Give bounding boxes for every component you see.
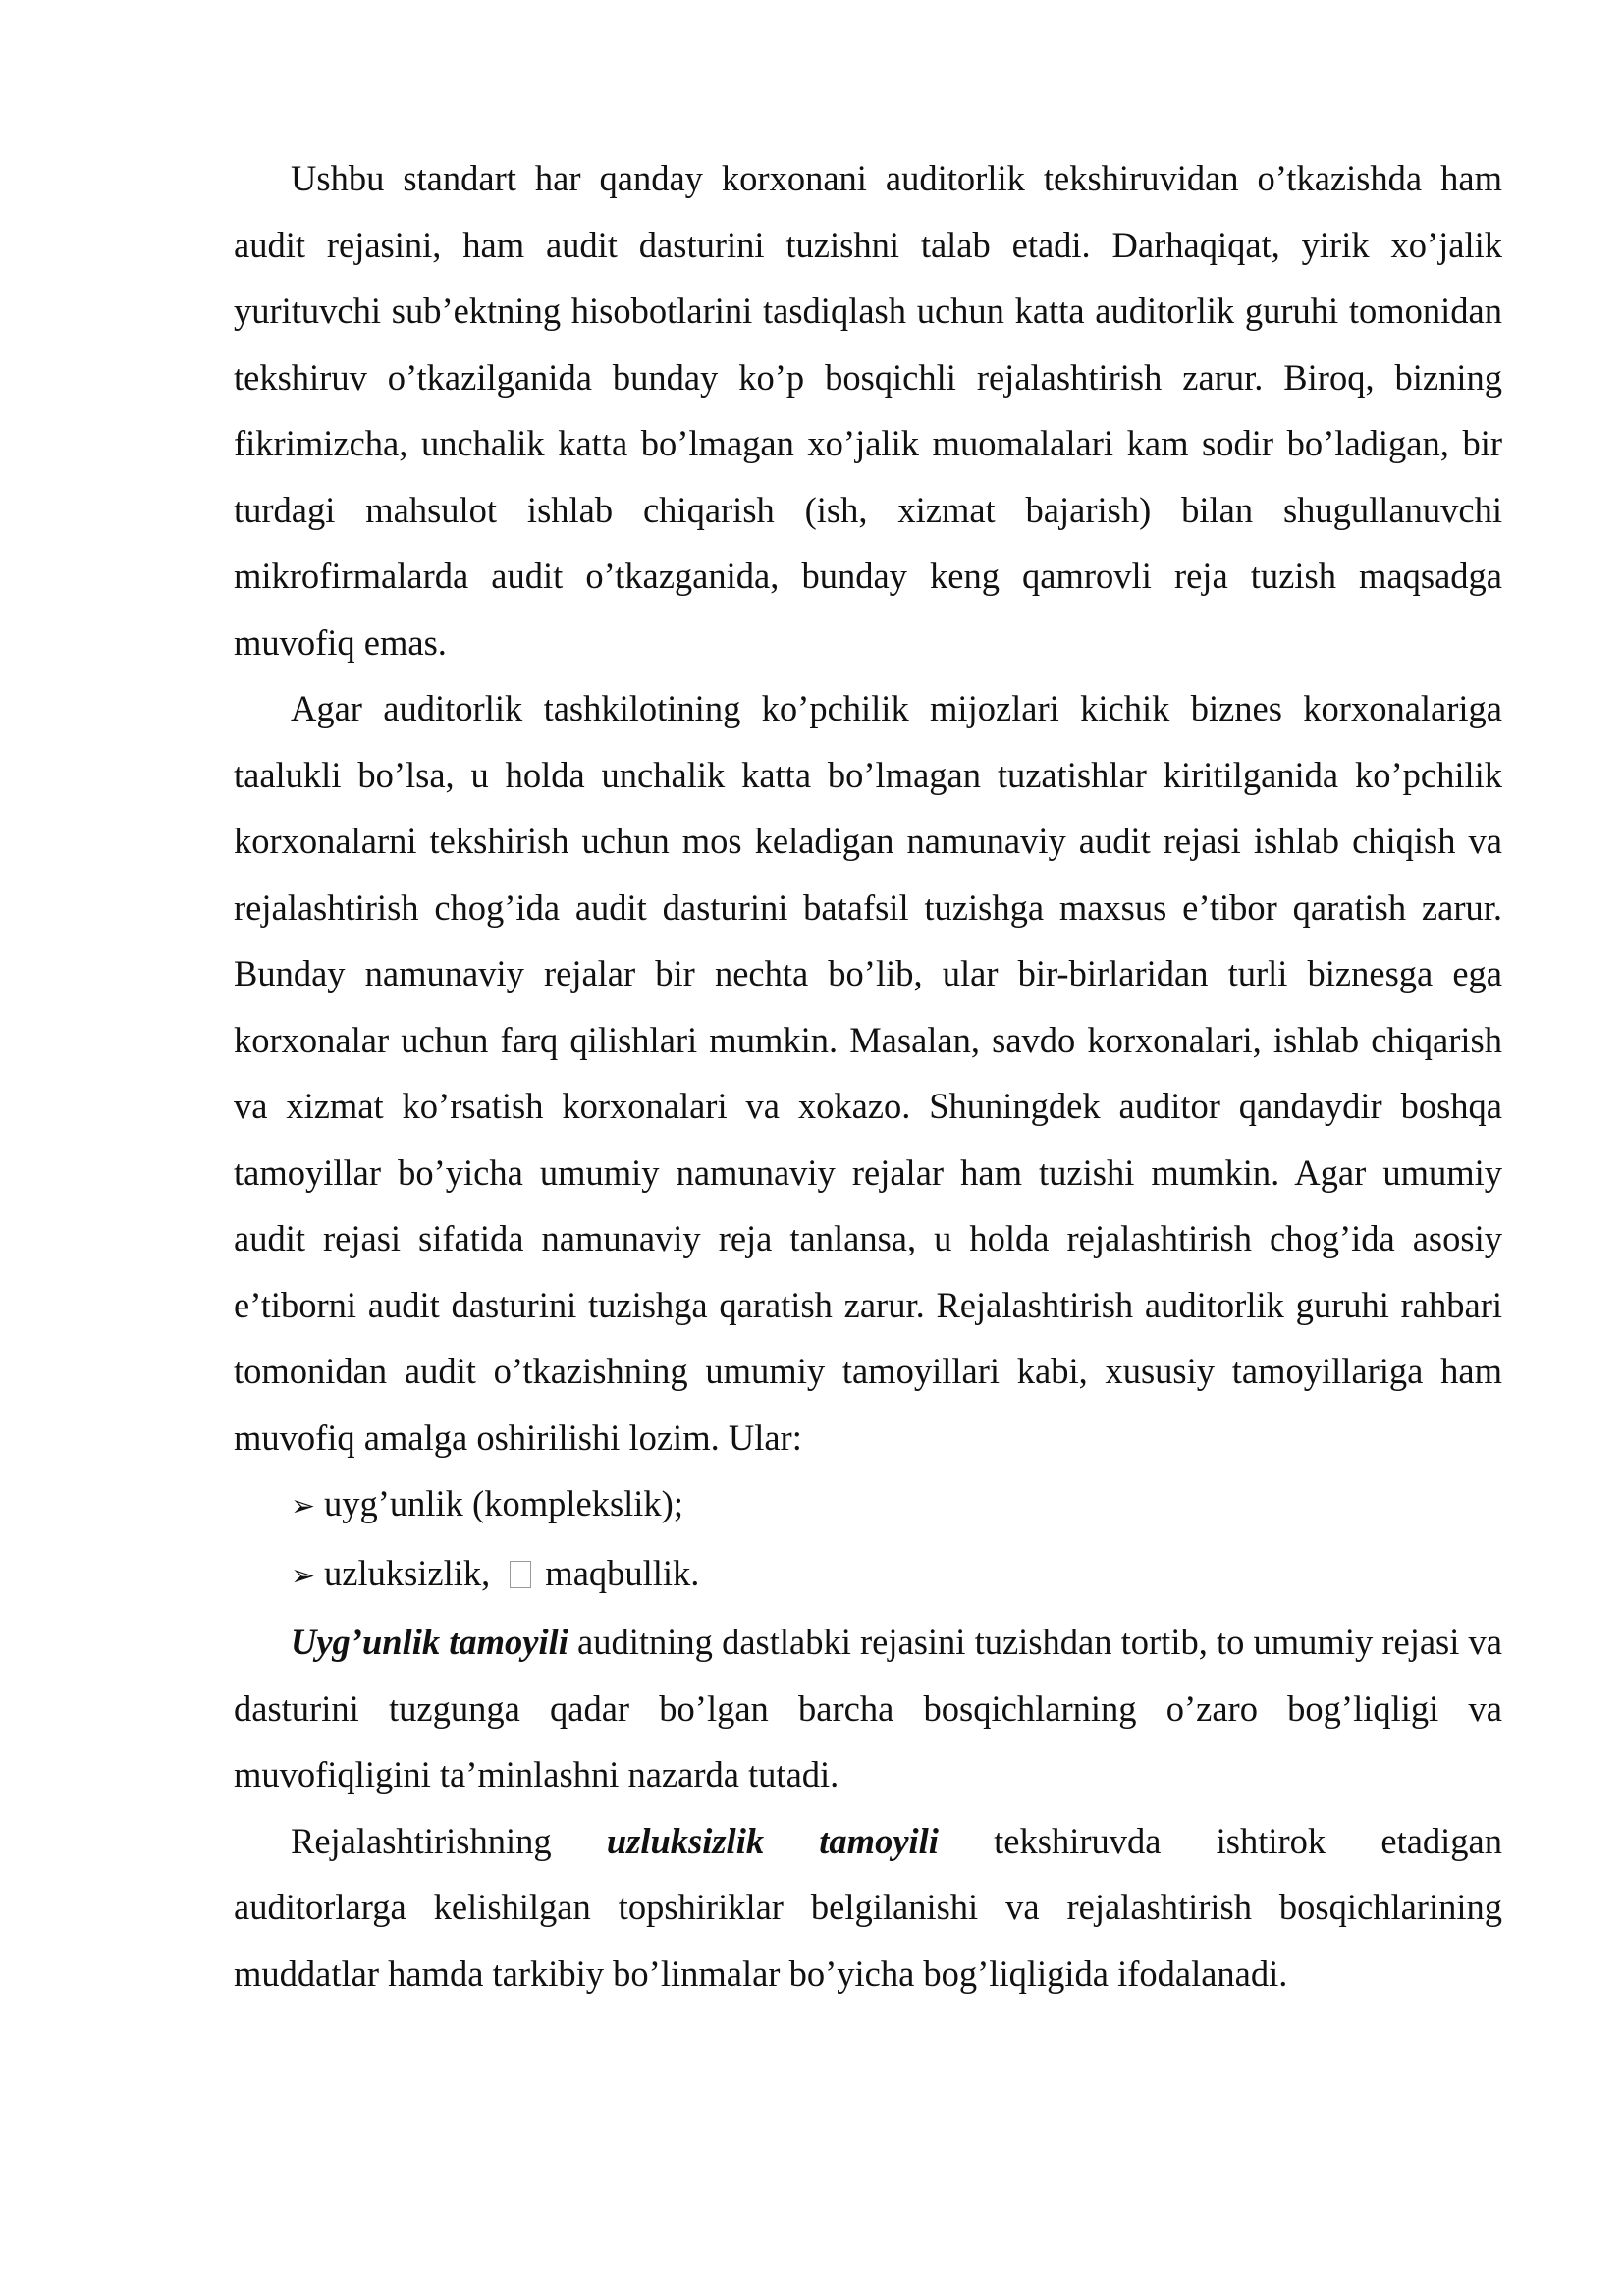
paragraph-harmony-principle: [234, 1609, 1502, 1808]
bullet-item-continuity: [234, 1540, 1502, 1610]
continuity-principle-lead: Rejalashtirishning: [291, 1820, 552, 1861]
paragraph-audit-standard: Ushbu standart har qanday korxonani auditorlik tekshiruvidan o’tkazishda ham audit rejasini, ham audit dasturini tuzishni talab etadi. Darhaqiqat, yirik xo’jalik yurituvchi sub’ektning hisobotlarini tasdiqlash uchun katta auditorlik guruhi tomonidan tekshiruv o’tkazilganida bunday ko’p bosqichli rejalashtirish zarur. Biroq, bizning fikrimizcha, unchalik katta bo’lmagan xo’jalik muomalalari kam sodir bo’ladigan, bir turdagi mahsulot ishlab chiqarish (ish, xizmat bajarish) bilan shugullanuvchi mikrofirmalarda audit o’tkazganida, bunday keng qamrovli reja tuzish maqsadga muvofiq emas.: [234, 158, 1502, 663]
document-body: [234, 145, 1502, 2006]
arrow-bullet-icon: ➢: [291, 1558, 316, 1593]
paragraph-continuity-principle-first-line: [234, 1808, 1502, 1875]
bullet-item-optimality-text: maqbullik.: [545, 1552, 700, 1593]
paragraph-continuity-principle-rest: auditorlarga kelishilgan topshiriklar belgilanishi va rejalashtirish bosqichlarining muddatlar hamda tarkibiy bo’linmalar bo’yicha bog’liqligida ifodalanadi.: [234, 1887, 1502, 1994]
arrow-bullet-icon: ➢: [291, 1489, 316, 1523]
bullet-item-continuity-text: uzluksizlik,: [324, 1552, 491, 1593]
harmony-principle-text: auditning dastlabki rejasini tuzishdan tortib, to umumiy rejasi va dasturini tuzgunga qadar bo’lgan barcha bosqichlarning o’zaro bog’liqligi va muvofiqligini ta’minlashni nazarda tutadi.: [234, 1622, 1502, 1794]
bullet-item-harmony-text: uyg’unlik (komplekslik);: [324, 1483, 683, 1523]
continuity-principle-term: uzluksizlik tamoyili: [606, 1820, 939, 1861]
bullet-item-harmony: [234, 1470, 1502, 1540]
missing-glyph-icon: [510, 1561, 531, 1588]
continuity-principle-tail: tekshiruvda ishtirok etadigan: [994, 1820, 1503, 1861]
harmony-principle-term: Uyg’unlik tamoyili: [291, 1622, 568, 1662]
paragraph-sample-plans: Agar auditorlik tashkilotining ko’pchilik mijozlari kichik biznes korxonalariga taalukli bo’lsa, u holda unchalik katta bo’lmagan tuzatishlar kiritilganida ko’pchilik korxonalarni tekshirish uchun mos keladigan namunaviy audit rejasi ishlab chiqish va rejalashtirish chog’ida audit dasturini batafsil tuzishga maxsus e’tibor qaratish zarur. Bunday namunaviy rejalar bir nechta bo’lib, ular bir-birlaridan turli biznesga ega korxonalar uchun farq qilishlari mumkin. Masalan, savdo korxonalari, ishlab chiqarish va xizmat ko’rsatish korxonalari va xokazo. Shuningdek auditor qandaydir boshqa tamoyillar bo’yicha umumiy namunaviy rejalar ham tuzishi mumkin. Agar umumiy audit rejasi sifatida namunaviy reja tanlansa, u holda rejalashtirish chog’ida asosiy e’tiborni audit dasturini tuzishga qaratish zarur. Rejalashtirish auditorlik guruhi rahbari tomonidan audit o’tkazishning umumiy tamoyillari kabi, xususiy tamoyillariga ham muvofiq amalga oshirilishi lozim. Ular:: [234, 688, 1502, 1458]
